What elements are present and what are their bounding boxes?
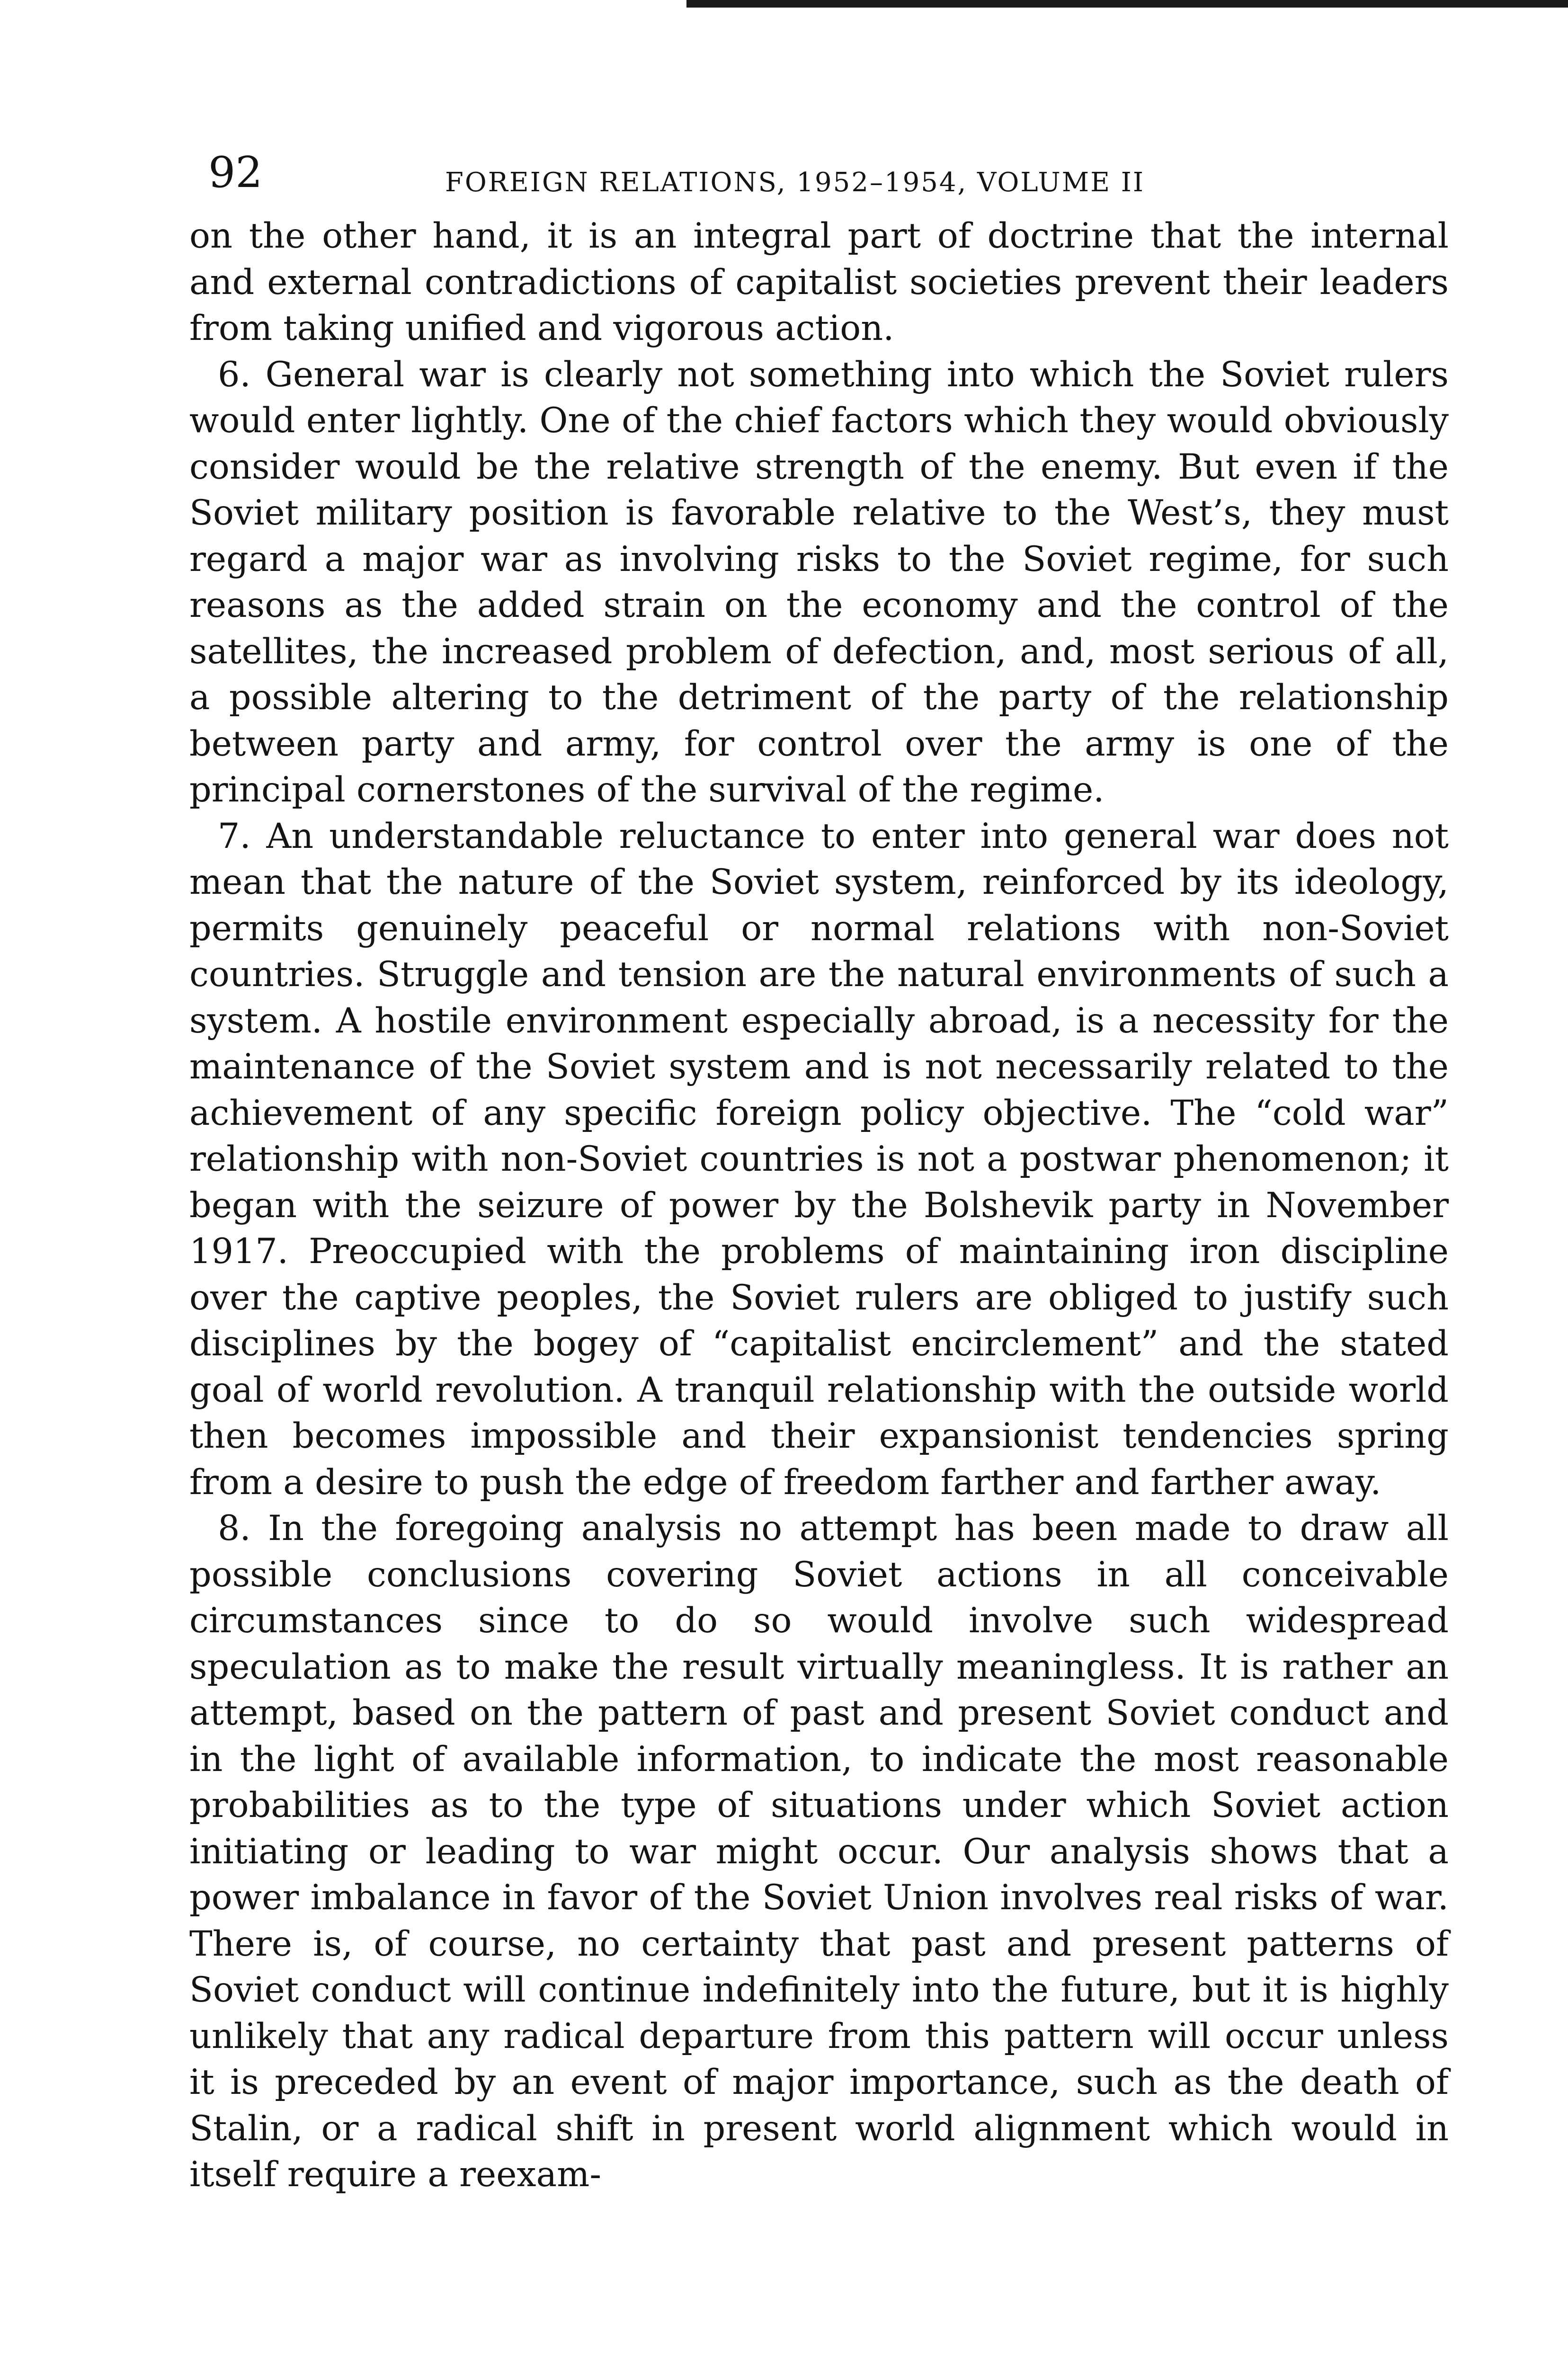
page-number: 92 [208, 148, 263, 197]
paragraph-8: 8. In the foregoing analysis no attempt has been made to draw all possible conclusions covering Soviet actions in all conceivable circumstances since to do so would involve such widespread speculation as to make the result virtually meaningless. It is rather an attempt, based on the pattern of past and present Soviet conduct and in the light of available information, to indicate the most reasonable probabilities as to the type of situations under which Soviet action initiating or leading to war might occur. Our analysis shows that a power imbalance in favor of the Soviet Union involves real risks of war. There is, of course, no certainty that past and present patterns of Soviet conduct will continue indefinitely into the future, but it is highly unlikely that any radical departure from this pattern will occur unless it is preceded by an event of major importance, such as the death of Stalin, or a radical shift in present world alignment which would in itself require a reexam- [189, 1508, 1449, 2195]
paragraph-7: 7. An understandable reluctance to enter into general war does not mean that the nature of the Soviet system, reinforced by its ideology, permits genuinely peaceful or normal relations with non-Soviet countries. Struggle and tension are the natural environments of such a system. A hostile environment especially abroad, is a necessity for the maintenance of the Soviet system and is not necessarily related to the achievement of any specific foreign policy objective. The “cold war” relationship with non-Soviet countries is not a postwar phenomenon; it began with the seizure of power by the Bolshevik party in November 1917. Preoccupied with the problems of maintaining iron discipline over the captive peoples, the Soviet rulers are obliged to justify such disciplines by the bogey of “capitalist encirclement” and the stated goal of world revolution. A tranquil relationship with the outside world then becomes impossible and their expansionist tendencies spring from a desire to push the edge of freedom farther and farther away. [189, 816, 1449, 1503]
top-scan-edge [686, 0, 1568, 8]
document-page [189, 142, 1449, 2198]
running-title: FOREIGN RELATIONS, 1952–1954, VOLUME II [445, 167, 1145, 198]
body-text [189, 213, 1449, 2198]
running-head [189, 142, 1449, 204]
paragraph-6: 6. General war is clearly not something into which the Soviet rulers would enter lightly. One of the chief factors which they would obviously consider would be the relative strength of the enemy. But even if the Soviet military position is favorable relative to the West’s, they must regard a major war as involving risks to the Soviet regime, for such reasons as the added strain on the economy and the control of the satellites, the increased problem of defection, and, most serious of all, a possible altering to the detriment of the party of the relationship between party and army, for control over the army is one of the principal cornerstones of the survival of the regime. [189, 354, 1449, 810]
paragraph-continued: on the other hand, it is an integral part of doctrine that the internal and external contradictions of capitalist societies prevent their leaders from taking unified and vigorous action. [189, 216, 1449, 348]
